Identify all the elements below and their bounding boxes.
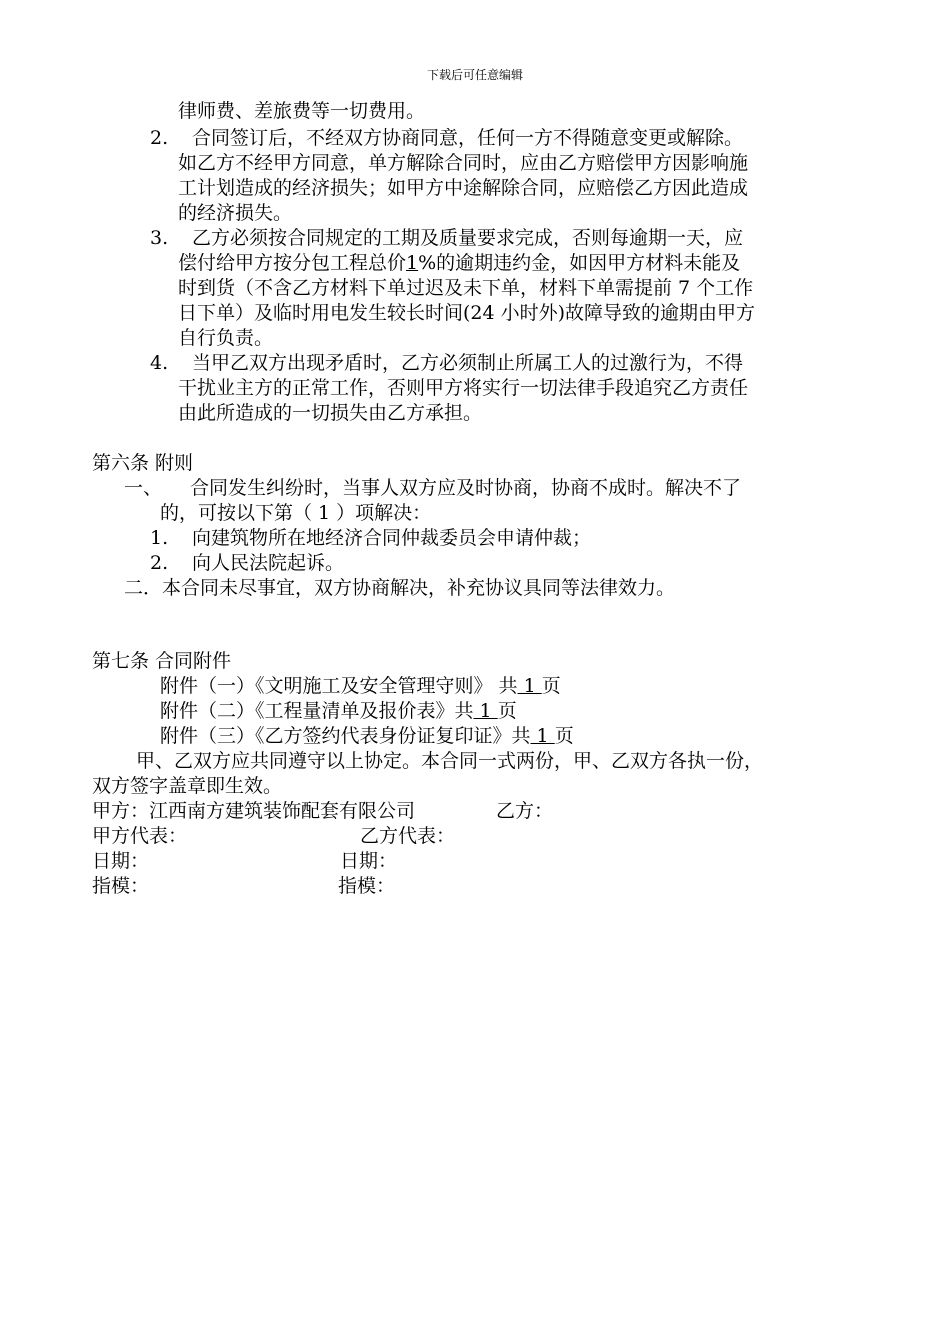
- closing-line: 甲、乙双方应共同遵守以上协定。本合同一式两份，甲、乙双方各执一份，: [136, 750, 764, 772]
- article-7-title: 第七条 合同附件: [92, 650, 232, 672]
- attachment-3-pages: 1: [530, 725, 555, 747]
- attachment-1-unit: 页: [541, 675, 561, 697]
- clause-4-line: 由此所造成的一切损失由乙方承担。: [178, 402, 483, 424]
- clause-2-line: 如乙方不经甲方同意，单方解除合同时，应由乙方赔偿甲方因影响施: [178, 152, 749, 174]
- clause-3-text: %的逾期违约金，如因甲方材料未能及: [418, 252, 741, 274]
- penalty-rate-value: 1: [406, 252, 419, 274]
- clause-2-line: 合同签订后，不经双方协商同意，任何一方不得随意变更或解除。: [192, 127, 744, 149]
- clause-2-number: 2.: [150, 127, 169, 149]
- attachment-2-text: 附件（二）《工程量清单及报价表》共: [160, 700, 474, 722]
- attachment-1: [160, 674, 561, 698]
- party-b-name: 乙方：: [496, 800, 554, 822]
- party-a-fingerprint: 指模：: [92, 875, 150, 897]
- article-6-title: 第六条 附则: [92, 452, 194, 474]
- attachment-2-unit: 页: [497, 700, 517, 722]
- party-a-date: 日期：: [92, 850, 150, 872]
- attachment-1-pages: 1: [517, 675, 542, 697]
- attachment-3: [160, 724, 574, 748]
- article-6-item-1-line: 合同发生纠纷时，当事人双方应及时协商，协商不成时。解决不了: [190, 477, 742, 499]
- clause-2-line: 的经济损失。: [178, 202, 293, 224]
- clause-4-line: 干扰业主方的正常工作，否则甲方将实行一切法律手段追究乙方责任: [178, 377, 749, 399]
- attachment-3-unit: 页: [554, 725, 574, 747]
- clause-1-end: 律师费、差旅费等一切费用。: [178, 100, 426, 122]
- arbitration-option-text: 向建筑物所在地经济合同仲裁委员会申请仲裁；: [192, 527, 592, 549]
- clause-3-line: 日下单）及临时用电发生较长时间(24 小时外)故障导致的逾期由甲方: [178, 302, 756, 324]
- article-6-item-1-line: 的，可按以下第（ 1 ）项解决：: [160, 502, 432, 524]
- clause-3-line: 时到货（不含乙方材料下单过迟及未下单，材料下单需提前 7 个工作: [178, 277, 754, 299]
- article-6-item-1-number: 一、: [124, 477, 163, 499]
- clause-3-line: 自行负责。: [178, 327, 274, 349]
- clause-4-number: 4.: [150, 352, 169, 374]
- clause-4-line: 当甲乙双方出现矛盾时，乙方必须制止所属工人的过激行为，不得: [192, 352, 744, 374]
- party-a-representative: 甲方代表：: [92, 825, 188, 847]
- party-b-representative: 乙方代表：: [360, 825, 456, 847]
- closing-line: 双方签字盖章即生效。: [92, 775, 283, 797]
- attachment-2-pages: 1: [473, 700, 498, 722]
- clause-3-line: 乙方必须按合同规定的工期及质量要求完成，否则每逾期一天，应: [192, 227, 744, 249]
- party-b-fingerprint: 指模：: [338, 875, 396, 897]
- attachment-2: [160, 699, 517, 723]
- arbitration-option-number: 1.: [150, 527, 169, 549]
- clause-3-number: 3.: [150, 227, 169, 249]
- party-a-name: 甲方：江西南方建筑装饰配套有限公司: [92, 800, 416, 822]
- court-option-number: 2.: [150, 552, 169, 574]
- party-b-date: 日期：: [340, 850, 398, 872]
- clause-2-line: 工计划造成的经济损失；如甲方中途解除合同，应赔偿乙方因此造成: [178, 177, 749, 199]
- clause-3-line: [178, 251, 740, 275]
- article-6-item-2: 二．本合同未尽事宜，双方协商解决，补充协议具同等法律效力。: [124, 577, 676, 599]
- page-header: 下载后可任意编辑: [426, 68, 523, 82]
- attachment-1-text: 附件（一）《文明施工及安全管理守则》 共: [160, 675, 518, 697]
- attachment-3-text: 附件（三）《乙方签约代表身份证复印证》共: [160, 725, 531, 747]
- court-option-text: 向人民法院起诉。: [192, 552, 345, 574]
- clause-3-text: 偿付给甲方按分包工程总价: [178, 252, 407, 274]
